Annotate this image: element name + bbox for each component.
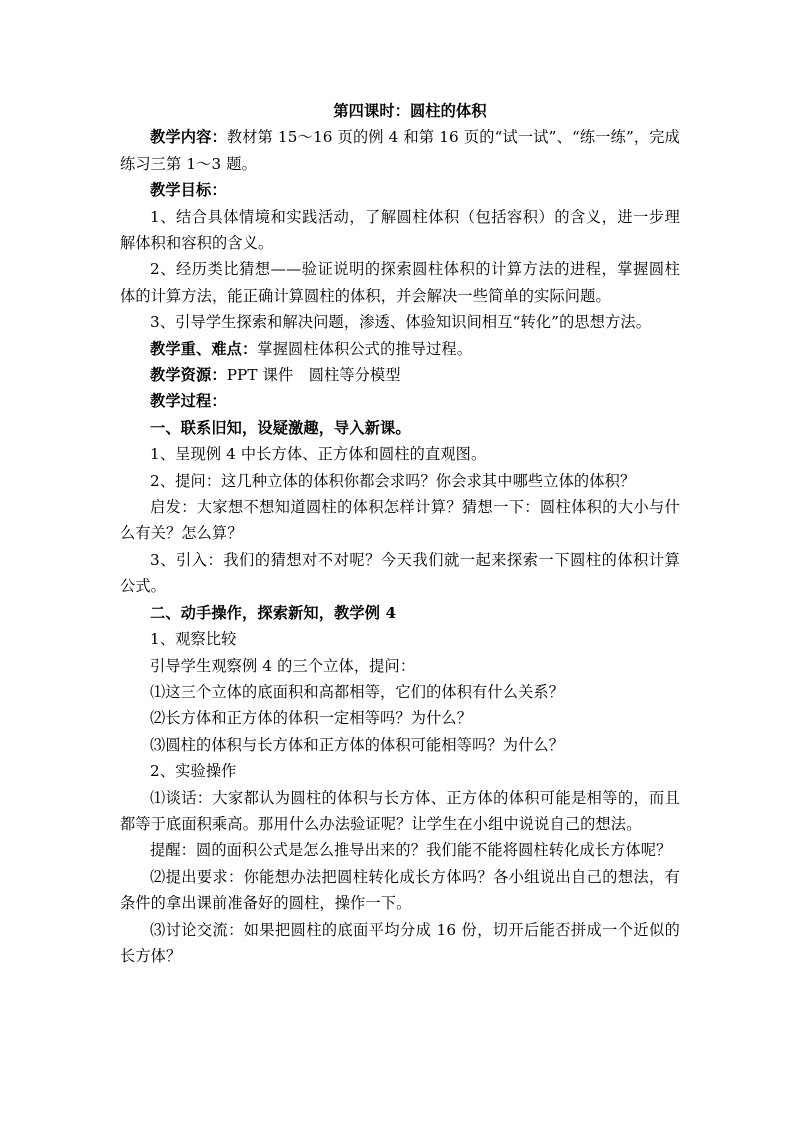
teaching-goals-heading: 教学目标： xyxy=(150,181,227,200)
part2-item-7: ⑴谈话：大家都认为圆柱的体积与长方体、正方体的体积可能是相等的，而且都等于底面积乘高。那用什么办法验证呢？让学生在小组中说说自己的想法。 xyxy=(120,788,680,833)
document-body xyxy=(120,98,680,969)
process-heading: 教学过程： xyxy=(150,392,227,411)
resources-paragraph xyxy=(120,362,680,388)
part2-heading: 二、动手操作，探索新知，教学例 4 xyxy=(150,603,397,622)
resources-text: PPT 课件 圆柱等分模型 xyxy=(226,366,401,385)
part1-item-2: 2、提问：这几种立体的体积你都会求吗？你会求其中哪些立体的体积？ xyxy=(150,471,636,490)
key-points-paragraph xyxy=(120,336,680,362)
goal-item-3: 3、引导学生探索和解决问题，渗透、体验知识间相互“转化”的思想方法。 xyxy=(150,313,652,332)
part2-item-8: 提醒：圆的面积公式是怎么推导出来的？我们能不能将圆柱转化成长方体呢？ xyxy=(150,841,672,860)
key-points-text: 掌握圆柱体积公式的推导过程。 xyxy=(257,339,473,358)
resources-label: 教学资源： xyxy=(150,366,227,385)
part2-item-5: ⑶圆柱的体积与长方体和正方体的体积可能相等吗？为什么？ xyxy=(150,735,565,754)
part1-item-4: 3、引入：我们的猜想对不对呢？今天我们就一起来探索一下圆柱的体积计算公式。 xyxy=(120,550,680,596)
part1-item-3: 启发：大家想不想知道圆柱的体积怎样计算？猜想一下：圆柱体积的大小与什么有关？怎么算？ xyxy=(120,498,680,543)
part2-item-9: ⑵提出要求：你能想办法把圆柱转化成长方体吗？各小组说出自己的想法，有条件的拿出课前准备好的圆柱，操作一下。 xyxy=(120,867,680,913)
goal-item-1: 1、结合具体情境和实践活动，了解圆柱体积（包括容积）的含义，进一步理解体积和容积的含义。 xyxy=(120,207,680,253)
part2-item-4: ⑵长方体和正方体的体积一定相等吗？为什么？ xyxy=(150,709,473,728)
part2-item-2: 引导学生观察例 4 的三个立体，提问： xyxy=(150,656,416,675)
teaching-content-label: 教学内容： xyxy=(150,128,227,147)
part2-item-1: 1、观察比较 xyxy=(150,630,237,649)
part1-item-1: 1、呈现例 4 中长方体、正方体和圆柱的直观图。 xyxy=(150,445,487,464)
part2-item-10: ⑶讨论交流：如果把圆柱的底面平均分成 16 份，切开后能否拼成一个近似的长方体？ xyxy=(120,920,680,965)
page-title: 第四课时：圆柱的体积 xyxy=(333,102,487,120)
key-points-label: 教学重、难点： xyxy=(150,339,258,358)
part2-item-6: 2、实验操作 xyxy=(150,762,237,781)
part1-heading: 一、联系旧知，设疑激趣，导入新课。 xyxy=(150,418,411,437)
teaching-content-text: 教材第 15～16 页的例 4 和第 16 页的“试一试”、“练一练”，完成练习三第 1～3 题。 xyxy=(120,128,680,173)
goal-item-2: 2、经历类比猜想——验证说明的探索圆柱体积的计算方法的进程，掌握圆柱体的计算方法，能正确计算圆柱的体积，并会解决一些简单的实际问题。 xyxy=(120,260,680,305)
part2-item-3: ⑴这三个立体的底面积和高都相等，它们的体积有什么关系？ xyxy=(150,682,565,701)
teaching-content-paragraph xyxy=(120,124,680,177)
